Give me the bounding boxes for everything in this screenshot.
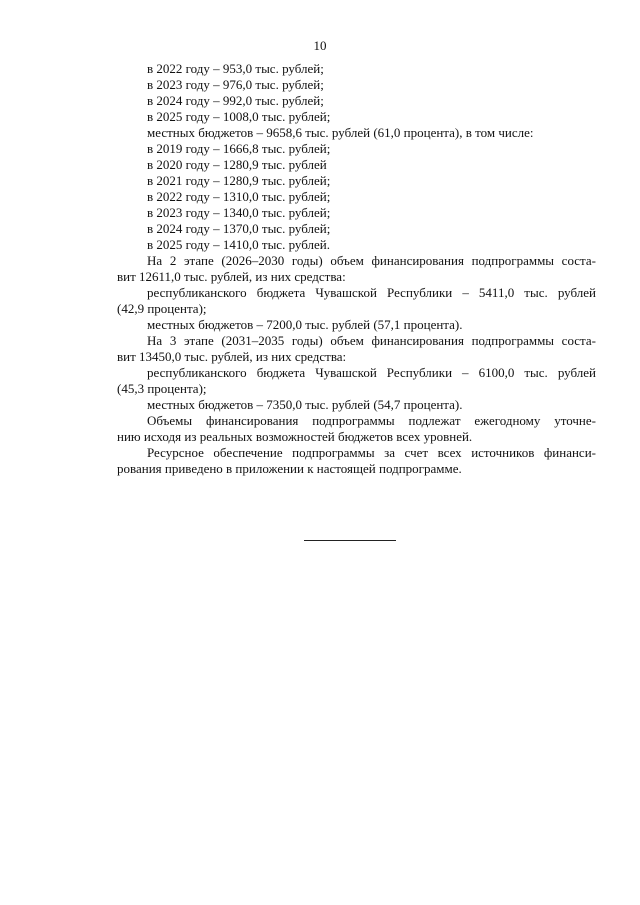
text-line: республиканского бюджета Чувашской Республики – 5411,0 тыс. рублей (147, 285, 596, 300)
page-number: 10 (313, 38, 327, 53)
text-line: (45,3 процента); (117, 381, 207, 396)
text-line: в 2025 году – 1410,0 тыс. рублей. (147, 237, 330, 252)
text-line: в 2023 году – 976,0 тыс. рублей; (147, 77, 324, 92)
text-line: в 2022 году – 953,0 тыс. рублей; (147, 61, 324, 76)
text-line: в 2020 году – 1280,9 тыс. рублей (147, 157, 327, 172)
text-line: местных бюджетов – 9658,6 тыс. рублей (61,0 процента), в том числе: (147, 125, 534, 140)
text-line: в 2024 году – 992,0 тыс. рублей; (147, 93, 324, 108)
text-line: в 2022 году – 1310,0 тыс. рублей; (147, 189, 331, 204)
text-line: Ресурсное обеспечение подпрограммы за счет всех источников финанси- (147, 445, 596, 460)
text-line: в 2024 году – 1370,0 тыс. рублей; (147, 221, 331, 236)
text-line: вит 12611,0 тыс. рублей, из них средства: (117, 269, 346, 284)
text-line: Объемы финансирования подпрограммы подлежат ежегодному уточне- (147, 413, 596, 428)
text-line: в 2023 году – 1340,0 тыс. рублей; (147, 205, 331, 220)
text-line: в 2019 году – 1666,8 тыс. рублей; (147, 141, 331, 156)
document-body (117, 61, 596, 477)
text-line: местных бюджетов – 7200,0 тыс. рублей (57,1 процента). (147, 317, 463, 332)
section-divider (304, 540, 396, 541)
text-line: в 2021 году – 1280,9 тыс. рублей; (147, 173, 331, 188)
text-line: (42,9 процента); (117, 301, 207, 316)
text-line: нию исходя из реальных возможностей бюджетов всех уровней. (117, 429, 473, 444)
text-line: вит 13450,0 тыс. рублей, из них средства: (117, 349, 347, 364)
text-line: На 2 этапе (2026–2030 годы) объем финансирования подпрограммы соста- (147, 253, 596, 268)
text-line: местных бюджетов – 7350,0 тыс. рублей (54,7 процента). (147, 397, 463, 412)
text-line: республиканского бюджета Чувашской Республики – 6100,0 тыс. рублей (147, 365, 596, 380)
text-line: рования приведено в приложении к настоящей подпрограмме. (117, 461, 462, 476)
text-line: На 3 этапе (2031–2035 годы) объем финансирования подпрограммы соста- (147, 333, 596, 348)
text-line: в 2025 году – 1008,0 тыс. рублей; (147, 109, 331, 124)
